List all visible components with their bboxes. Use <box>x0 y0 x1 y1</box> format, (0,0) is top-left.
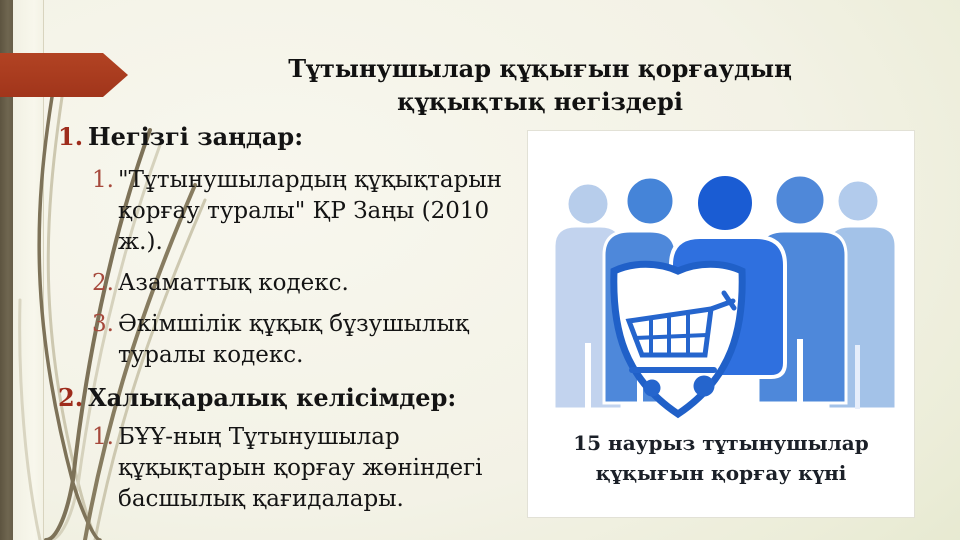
list-number: 1. <box>92 424 114 450</box>
list-label: Негізгі заңдар: <box>88 122 304 151</box>
arrow-accent-shape <box>0 53 128 97</box>
outline-list <box>58 120 513 525</box>
list-item <box>92 268 513 299</box>
slide-title: Тұтынушылар құқығын қорғаудың құқықтық негіздері <box>288 54 792 116</box>
list-text: "Тұтынушылардың құқықтарын қорғау туралы" ҚР Заңы (2010 ж.). <box>118 167 502 255</box>
list-item-heading <box>58 381 513 414</box>
list-item <box>92 165 513 258</box>
list-text: Әкімшілік құқық бұзушылық туралы кодекс. <box>118 311 469 368</box>
list-number: 2. <box>92 270 114 296</box>
list-item <box>92 422 513 515</box>
list-label: Халықаралық келісімдер: <box>88 383 457 412</box>
list-number: 3. <box>92 311 114 337</box>
consumer-group-illustration <box>528 131 914 427</box>
list-number: 2. <box>58 383 84 412</box>
list-number: 1. <box>58 122 84 151</box>
list-item <box>92 309 513 371</box>
list-text: Азаматтық кодекс. <box>118 270 349 296</box>
list-text: БҰҰ-ның Тұтынушылар құқықтарын қорғау жөніндегі басшылық қағидалары. <box>118 424 483 512</box>
image-caption: 15 наурыз тұтынушылар құқығын қорғау күні <box>573 431 869 485</box>
consumer-day-image <box>527 130 915 518</box>
list-number: 1. <box>92 167 114 193</box>
list-item-heading <box>58 120 513 153</box>
